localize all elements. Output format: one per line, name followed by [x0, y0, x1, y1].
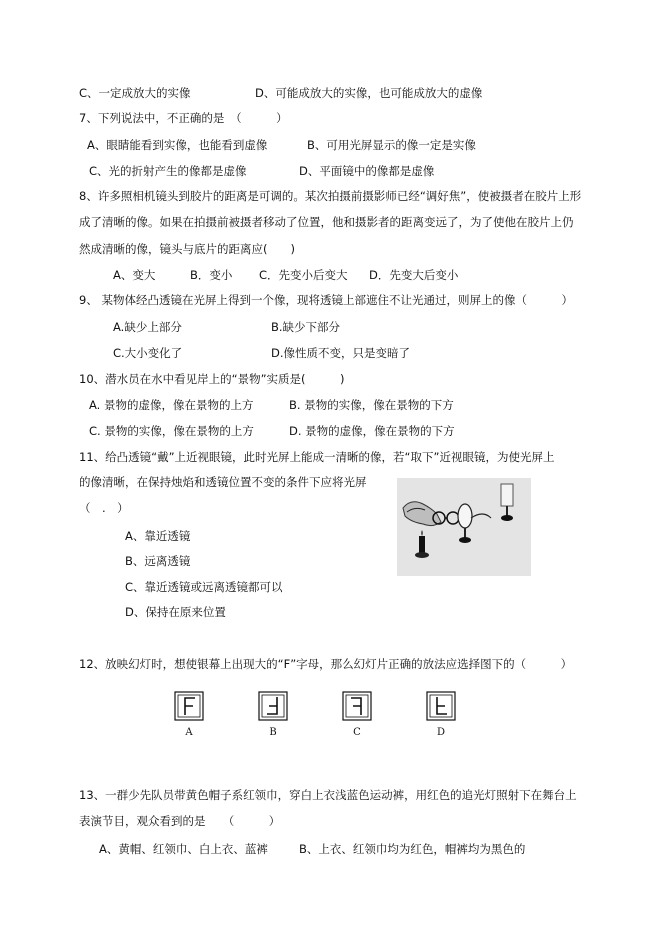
q12-label-c: C [353, 727, 361, 738]
question-8-line-3: 然成清晰的像，镜头与底片的距离应( ) [79, 242, 295, 256]
question-11-line-1: 11、给凸透镜“戴”上近视眼镜，此时光屏上能成一清晰的像，若“取下”近视眼镜，为使光屏上 [79, 450, 555, 464]
q7-option-a: A、眼睛能看到实像，也能看到虚像 [87, 138, 268, 152]
q10-option-b: B. 景物的实像，像在景物的下方 [289, 398, 454, 412]
q8-option-c: C．先变小后变大 [259, 268, 348, 282]
question-11-answer-paren: （ . ） [79, 501, 129, 515]
q7-option-d: D、平面镜中的像都是虚像 [299, 164, 435, 178]
q10-option-c: C. 景物的实像，像在景物的上方 [89, 424, 254, 438]
q10-option-d: D. 景物的虚像，像在景物的下方 [289, 424, 455, 438]
q13-option-b: B、上衣、红领巾均为红色，帽裤均为黑色的 [299, 842, 526, 856]
q12-label-b: B [269, 727, 277, 738]
question-10: 10、潜水员在水中看见岸上的“景物”实质是( ) [79, 372, 345, 386]
q11-option-a: A、靠近透镜 [125, 529, 191, 543]
q12-option-c-figure [342, 691, 372, 721]
q9-option-d: D.像性质不变，只是变暗了 [271, 346, 411, 360]
q6-option-d: D、可能成放大的实像，也可能成放大的虚像 [255, 86, 483, 100]
q12-label-d: D [436, 727, 446, 738]
question-13-line-1: 13、一群少先队员带黄色帽子系红领巾，穿白上衣浅蓝色运动裤，用红色的追光灯照射下在舞台上 [79, 788, 577, 802]
question-9: 9、 某物体经凸透镜在光屏上得到一个像，现将透镜上部遮住不让光通过，则屏上的像（ ） [79, 293, 573, 307]
q11-apparatus-figure [397, 478, 531, 576]
q8-option-a: A、变大 [113, 268, 156, 282]
question-8-line-1: 8、许多照相机镜头到胶片的距离是可调的。某次拍摄前摄影师已经“调好焦”，使被摄者在胶片上形 [79, 189, 582, 203]
q9-option-b: B.缺少下部分 [271, 320, 341, 334]
q8-option-b: B．变小 [190, 268, 233, 282]
question-13-line-2: 表演节目，观众看到的是 （ ） [79, 814, 281, 828]
q10-option-a: A. 景物的虚像，像在景物的上方 [89, 398, 254, 412]
candle-lens-screen-apparatus-icon [397, 478, 531, 576]
q13-option-a: A、黄帽、红领巾、白上衣、蓝裤 [99, 842, 268, 856]
question-8-line-2: 成了清晰的像。如果在拍摄前被摄者移动了位置，他和摄影者的距离变远了，为了使他在胶片上仍 [79, 215, 574, 229]
q12-option-a-figure [174, 691, 204, 721]
q11-option-d: D、保持在原来位置 [125, 605, 226, 619]
q11-option-c: C、靠近透镜或远离透镜都可以 [125, 580, 283, 594]
q9-option-c: C.大小变化了 [113, 346, 183, 360]
q12-option-b-figure [258, 691, 288, 721]
q9-option-a: A.缺少上部分 [113, 320, 182, 334]
question-12: 12、放映幻灯时，想使银幕上出现大的“F”字母，那么幻灯片正确的放法应选择图下的（ ） [79, 657, 573, 671]
q6-option-c: C、一定成放大的实像 [79, 86, 191, 100]
question-11-line-2: 的像清晰，在保持烛焰和透镜位置不变的条件下应将光屏 [79, 475, 367, 489]
q12-label-a: A [185, 727, 193, 738]
q12-option-d-figure [426, 691, 456, 721]
q11-option-b: B、远离透镜 [125, 554, 191, 568]
question-7: 7、下列说法中，不正确的是 （ ） [79, 111, 288, 125]
q8-option-d: D．先变大后变小 [369, 268, 459, 282]
q7-option-c: C、光的折射产生的像都是虚像 [89, 164, 247, 178]
q7-option-b: B、可用光屏显示的像一定是实像 [307, 138, 476, 152]
